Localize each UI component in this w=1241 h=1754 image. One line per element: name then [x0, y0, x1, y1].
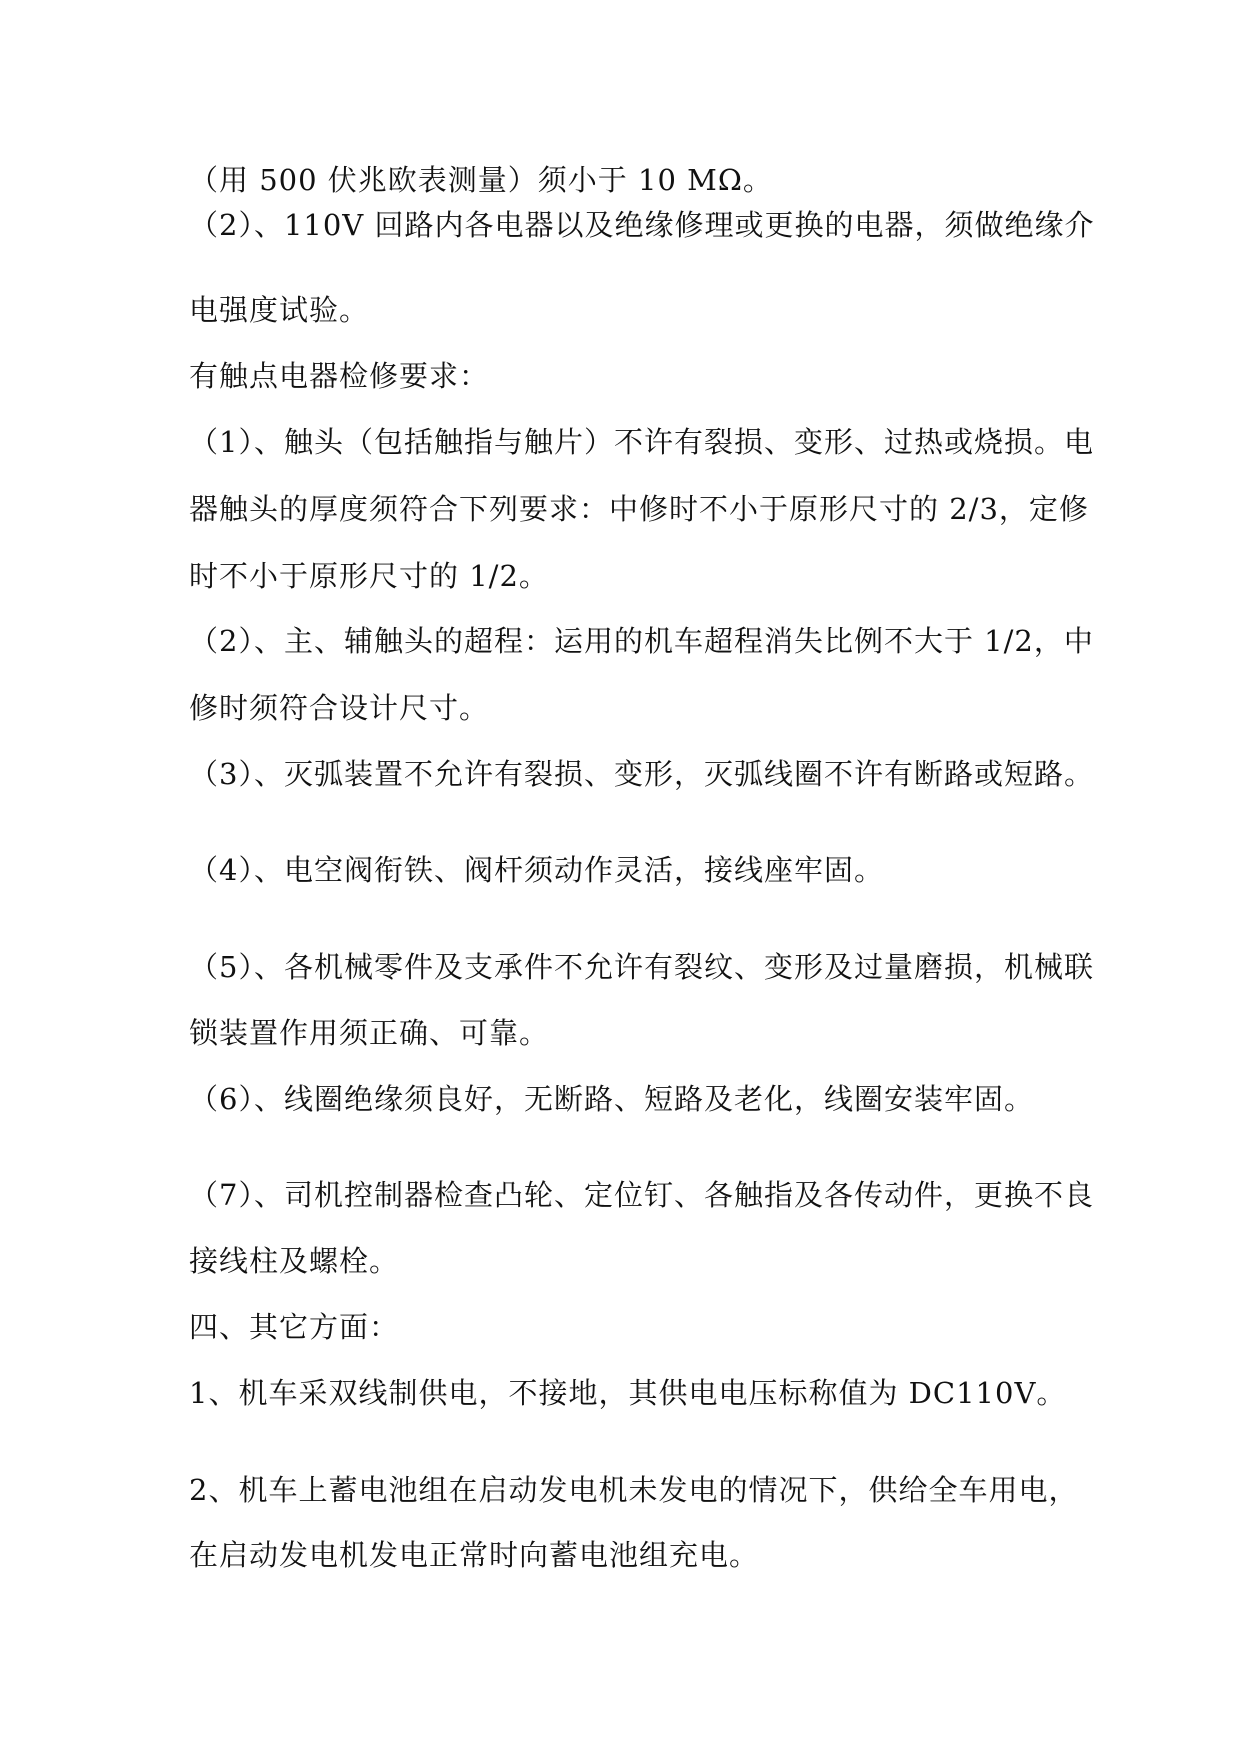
text-line: （6）、线圈绝缘须良好，无断路、短路及老化，线圈安装牢固。: [189, 1082, 1034, 1116]
text-line: （4）、电空阀衔铁、阀杆须动作灵活，接线座牢固。: [189, 853, 884, 887]
text-line: （1）、触头（包括触指与触片）不许有裂损、变形、过热或烧损。电: [189, 425, 1094, 459]
text-line: 时不小于原形尺寸的 1/2。: [189, 559, 549, 593]
text-line: （2）、110V 回路内各电器以及绝缘修理或更换的电器，须做绝缘介: [189, 208, 1095, 242]
text-line: 修时须符合设计尺寸。: [189, 691, 490, 725]
text-line: 器触头的厚度须符合下列要求：中修时不小于原形尺寸的 2/3，定修: [189, 492, 1089, 526]
text-line: 接线柱及螺栓。: [189, 1244, 400, 1278]
text-line: 2、机车上蓄电池组在启动发电机未发电的情况下，供给全车用电，: [189, 1473, 1079, 1507]
text-line: 锁装置作用须正确、可靠。: [189, 1016, 550, 1050]
text-line: （7）、司机控制器检查凸轮、定位钉、各触指及各传动件，更换不良: [189, 1178, 1094, 1212]
text-line: 在启动发电机发电正常时向蓄电池组充电。: [189, 1538, 760, 1572]
text-line: （3）、灭弧装置不允许有裂损、变形，灭弧线圈不许有断路或短路。: [189, 757, 1094, 791]
text-line: 电强度试验。: [189, 293, 370, 327]
section-heading: 有触点电器检修要求：: [189, 359, 490, 393]
text-line: （用 500 伏兆欧表测量）须小于 10 MΩ。: [189, 163, 773, 197]
section-heading: 四、其它方面：: [189, 1310, 400, 1344]
text-line: （2）、主、辅触头的超程：运用的机车超程消失比例不大于 1/2，中: [189, 624, 1094, 658]
text-line: 1、机车采双线制供电，不接地，其供电电压标称值为 DC110V。: [189, 1376, 1067, 1410]
text-line: （5）、各机械零件及支承件不允许有裂纹、变形及过量磨损，机械联: [189, 950, 1094, 984]
